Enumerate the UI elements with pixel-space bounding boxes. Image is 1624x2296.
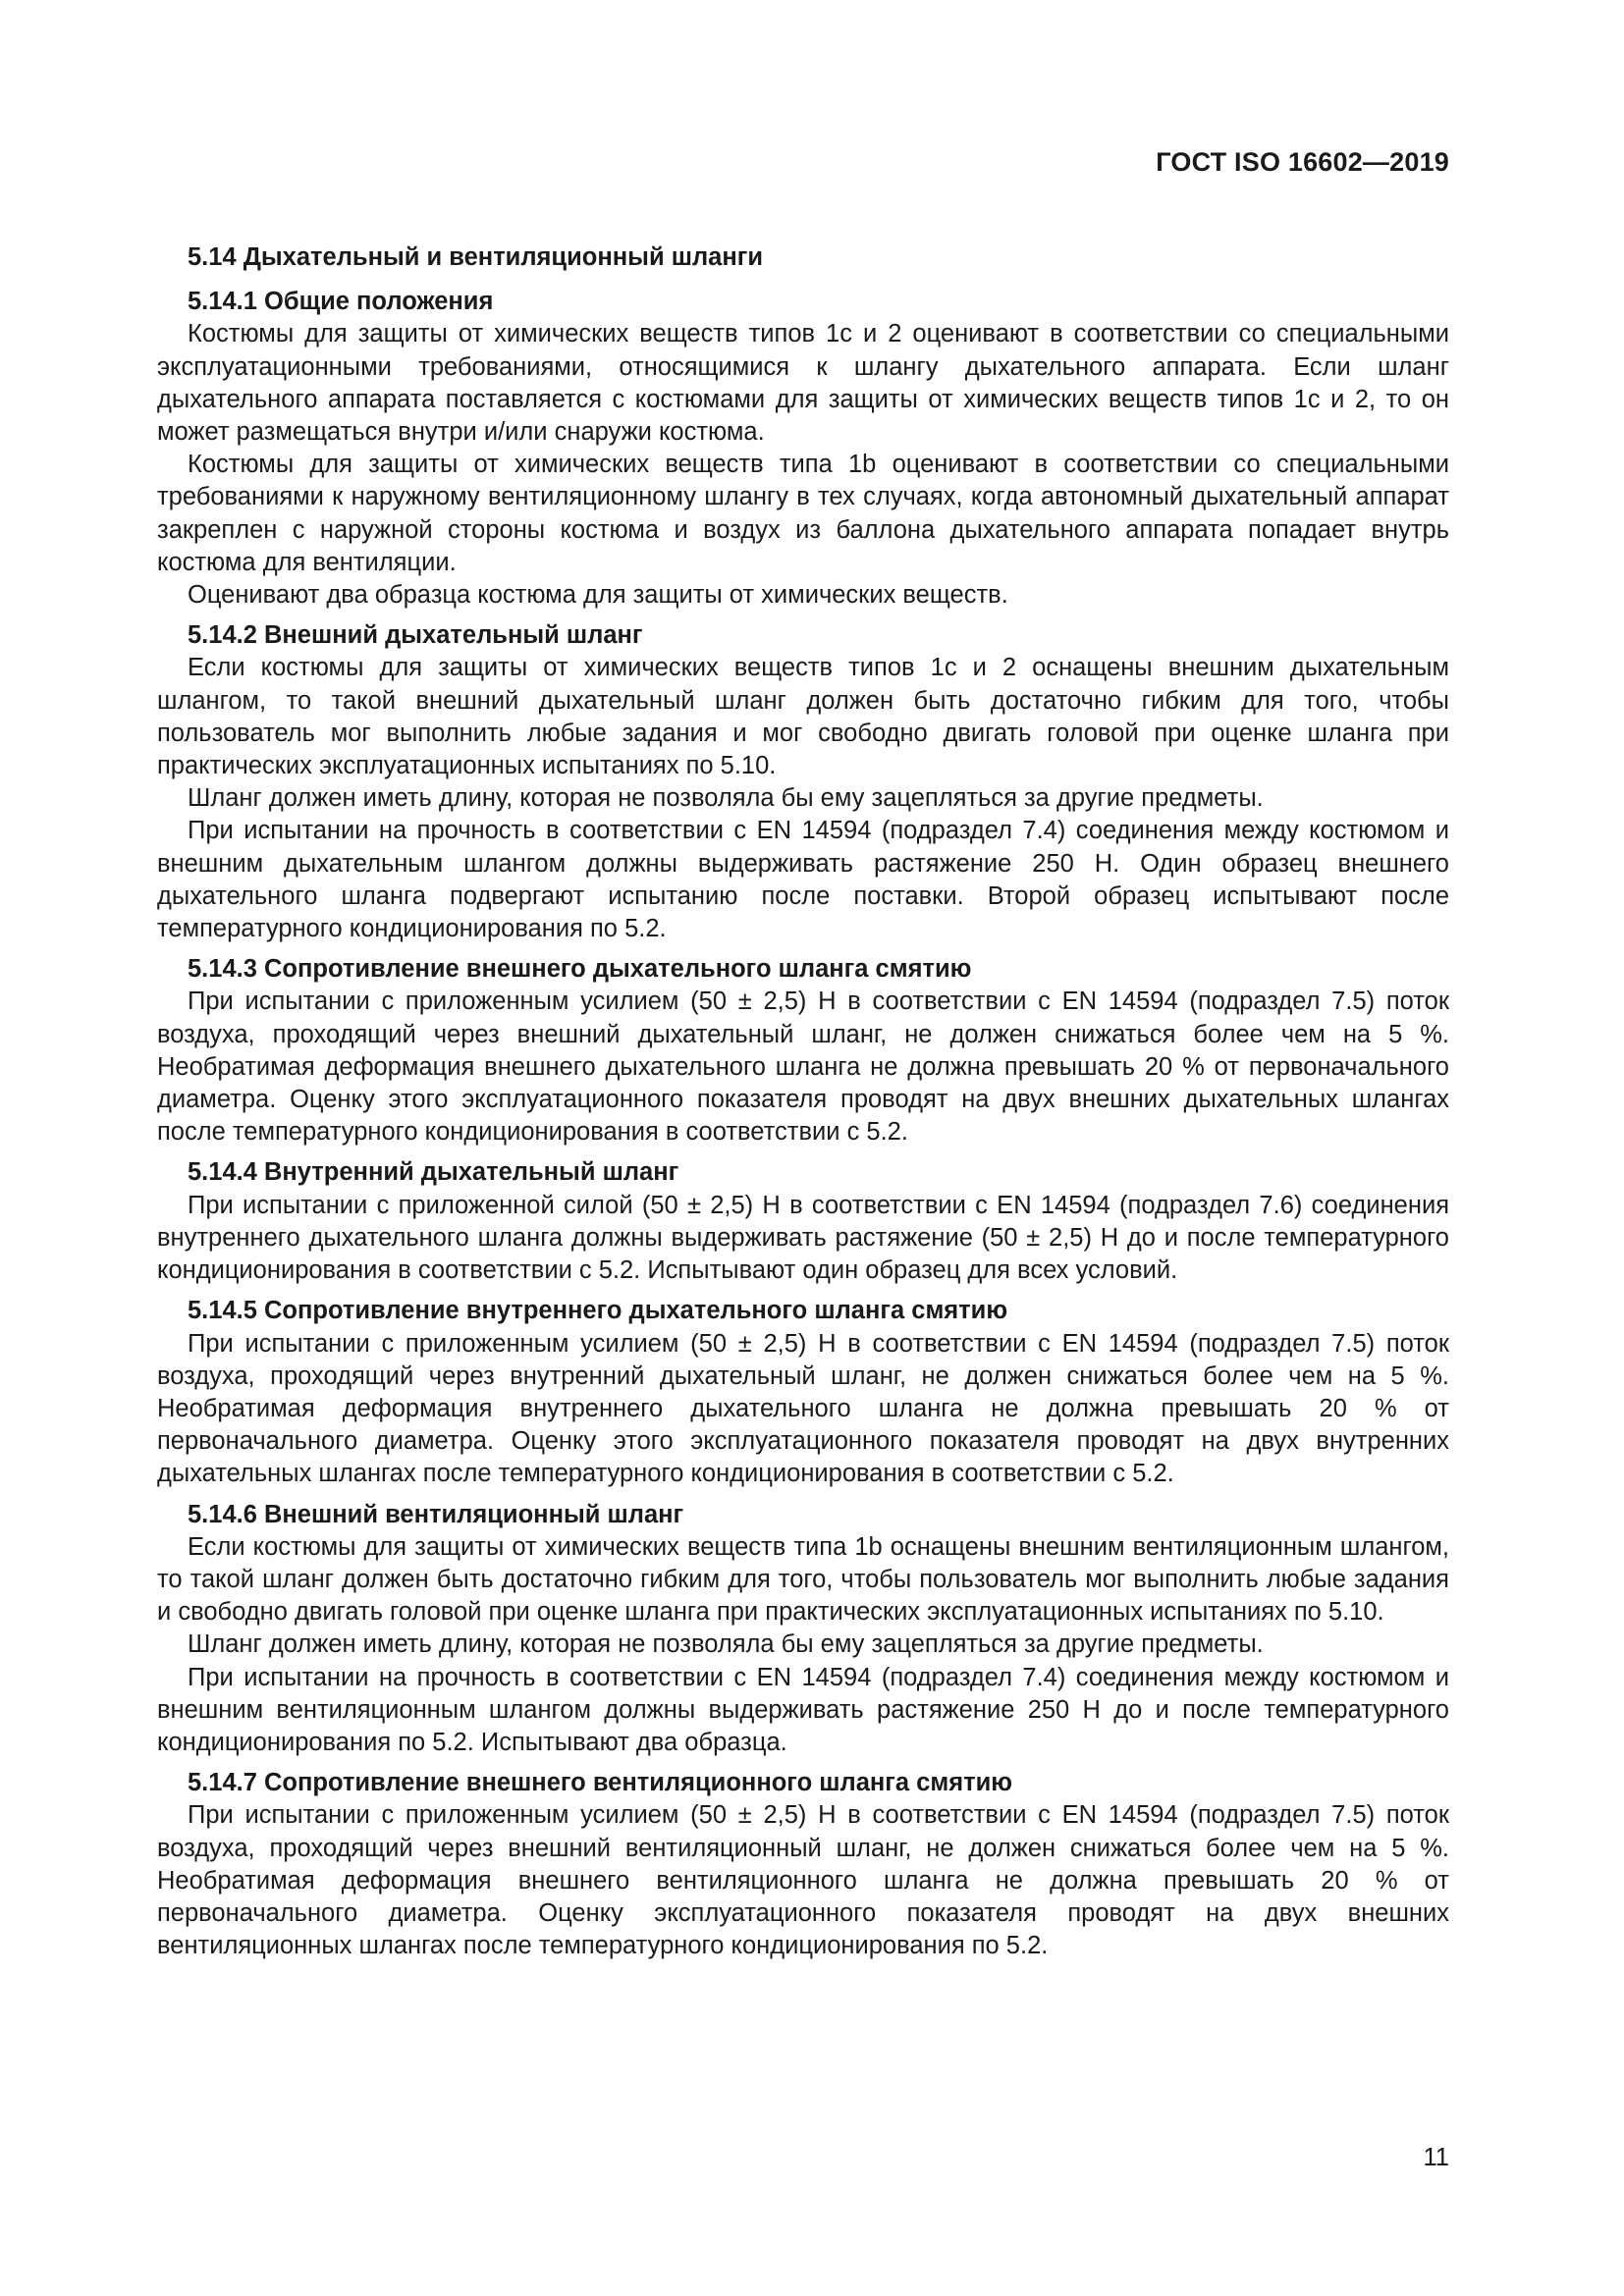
paragraph: Костюмы для защиты от химических веществ типов 1с и 2 оценивают в соответствии со специальными эксплуатационными требованиями, относящимися к шлангу дыхательного аппарата. Если шланг дыхательного аппарата поставляется с костюмами для защиты от химических веществ типов 1с и 2, то он может размещаться внутри и/или снаружи костюма. xyxy=(157,320,1449,447)
paragraph: При испытании с приложенным усилием (50 ± 2,5) Н в соответствии с EN 14594 (подраздел 7.5) поток воздуха, проходящий через внутренний дыхательный шланг, не должен снижаться более чем на 5 %. Необратимая деформация внутреннего дыхательного шланга не должна превышать 20 % от первоначального диаметра. Оценку этого эксплуатационного показателя проводят на двух внутренних дыхательных шлангах после температурного кондиционирования в соответствии с 5.2. xyxy=(157,1329,1449,1488)
paragraph: Оценивают два образца костюма для защиты от химических веществ. xyxy=(188,581,1008,610)
subsection-heading-5-14-4: 5.14.4 Внутренний дыхательный шланг xyxy=(188,1158,679,1187)
paragraph: При испытании с приложенным усилием (50 ± 2,5) Н в соответствии с EN 14594 (подраздел 7.5) поток воздуха, проходящий через внешний дыхательный шланг, не должен снижаться более чем на 5 %. Необратимая деформация внешнего дыхательного шланга не должна превышать 20 % от первоначального диаметра. Оценку этого эксплуатационного показателя проводят на двух внешних дыхательных шлангах после температурного кондиционирования в соответствии с 5.2. xyxy=(157,988,1449,1147)
page-number: 11 xyxy=(1423,2144,1449,2171)
subsection-heading-5-14-7: 5.14.7 Сопротивление внешнего вентиляционного шланга смятию xyxy=(188,1769,1013,1797)
paragraph: При испытании на прочность в соответствии с EN 14594 (подраздел 7.4) соединения между костюмом и внешним дыхательным шлангом должны выдерживать растяжение 250 Н. Один образец внешнего дыхательного шланга подвергают испытанию после поставки. Второй образец испытывают после температурного кондиционирования по 5.2. xyxy=(157,817,1449,943)
subsection-heading-5-14-5: 5.14.5 Сопротивление внутреннего дыхательного шланга смятию xyxy=(188,1297,1008,1325)
paragraph: При испытании на прочность в соответствии с EN 14594 (подраздел 7.4) соединения между костюмом и внешним вентиляционным шлангом должны выдерживать растяжение 250 Н до и после температурного кондиционирования по 5.2. Испытывают два образца. xyxy=(157,1663,1449,1756)
document-code-header: ГОСТ ISO 16602—2019 xyxy=(1156,147,1449,177)
paragraph: Если костюмы для защиты от химических веществ типов 1с и 2 оснащены внешним дыхательным шлангом, то такой внешний дыхательный шланг должен быть достаточно гибким для того, чтобы пользователь мог выполнить любые задания и мог свободно двигать головой при оценке шланга при практических эксплуатационных испытаниях по 5.10. xyxy=(157,654,1449,780)
section-heading-5-14: 5.14 Дыхательный и вентиляционный шланги xyxy=(188,243,764,271)
document-body xyxy=(157,224,1449,1962)
paragraph: Если костюмы для защиты от химических веществ типа 1b оснащены внешним вентиляционным шлангом, то такой шланг должен быть достаточно гибким для того, чтобы пользователь мог выполнить любые задания и свободно двигать головой при оценке шланга при практических эксплуатационных испытаниях по 5.10. xyxy=(157,1532,1449,1627)
subsection-heading-5-14-6: 5.14.6 Внешний вентиляционный шланг xyxy=(188,1500,684,1528)
paragraph: Костюмы для защиты от химических веществ типа 1b оценивают в соответствии со специальными требованиями к наружному вентиляционному шлангу в тех случаях, когда автономный дыхательный аппарат закреплен с наружной стороны костюма и воздух из баллона дыхательного аппарата попадает внутрь костюма для вентиляции. xyxy=(157,451,1449,576)
paragraph: При испытании с приложенной силой (50 ± 2,5) Н в соответствии с EN 14594 (подраздел 7.6) соединения внутреннего дыхательного шланга должны выдерживать растяжение (50 ± 2,5) Н до и после температурного кондиционирования в соответствии с 5.2. Испытывают один образец для всех условий. xyxy=(157,1191,1449,1285)
subsection-heading-5-14-2: 5.14.2 Внешний дыхательный шланг xyxy=(188,621,643,650)
subsection-heading-5-14-3: 5.14.3 Сопротивление внешнего дыхательного шланга смятию xyxy=(188,955,972,984)
paragraph: Шланг должен иметь длину, которая не позволяла бы ему зацепляться за другие предметы. xyxy=(188,784,1264,813)
paragraph: Шланг должен иметь длину, которая не позволяла бы ему зацепляться за другие предметы. xyxy=(188,1630,1264,1659)
paragraph: При испытании с приложенным усилием (50 ± 2,5) Н в соответствии с EN 14594 (подраздел 7.5) поток воздуха, проходящий через внешний вентиляционный шланг, не должен снижаться более чем на 5 %. Необратимая деформация внешнего вентиляционного шланга не должна превышать 20 % от первоначального диаметра. Оценку эксплуатационного показателя проводят на двух внешних вентиляционных шлангах после температурного кондиционирования по 5.2. xyxy=(157,1801,1449,1960)
subsection-heading-5-14-1: 5.14.1 Общие положения xyxy=(188,288,494,316)
